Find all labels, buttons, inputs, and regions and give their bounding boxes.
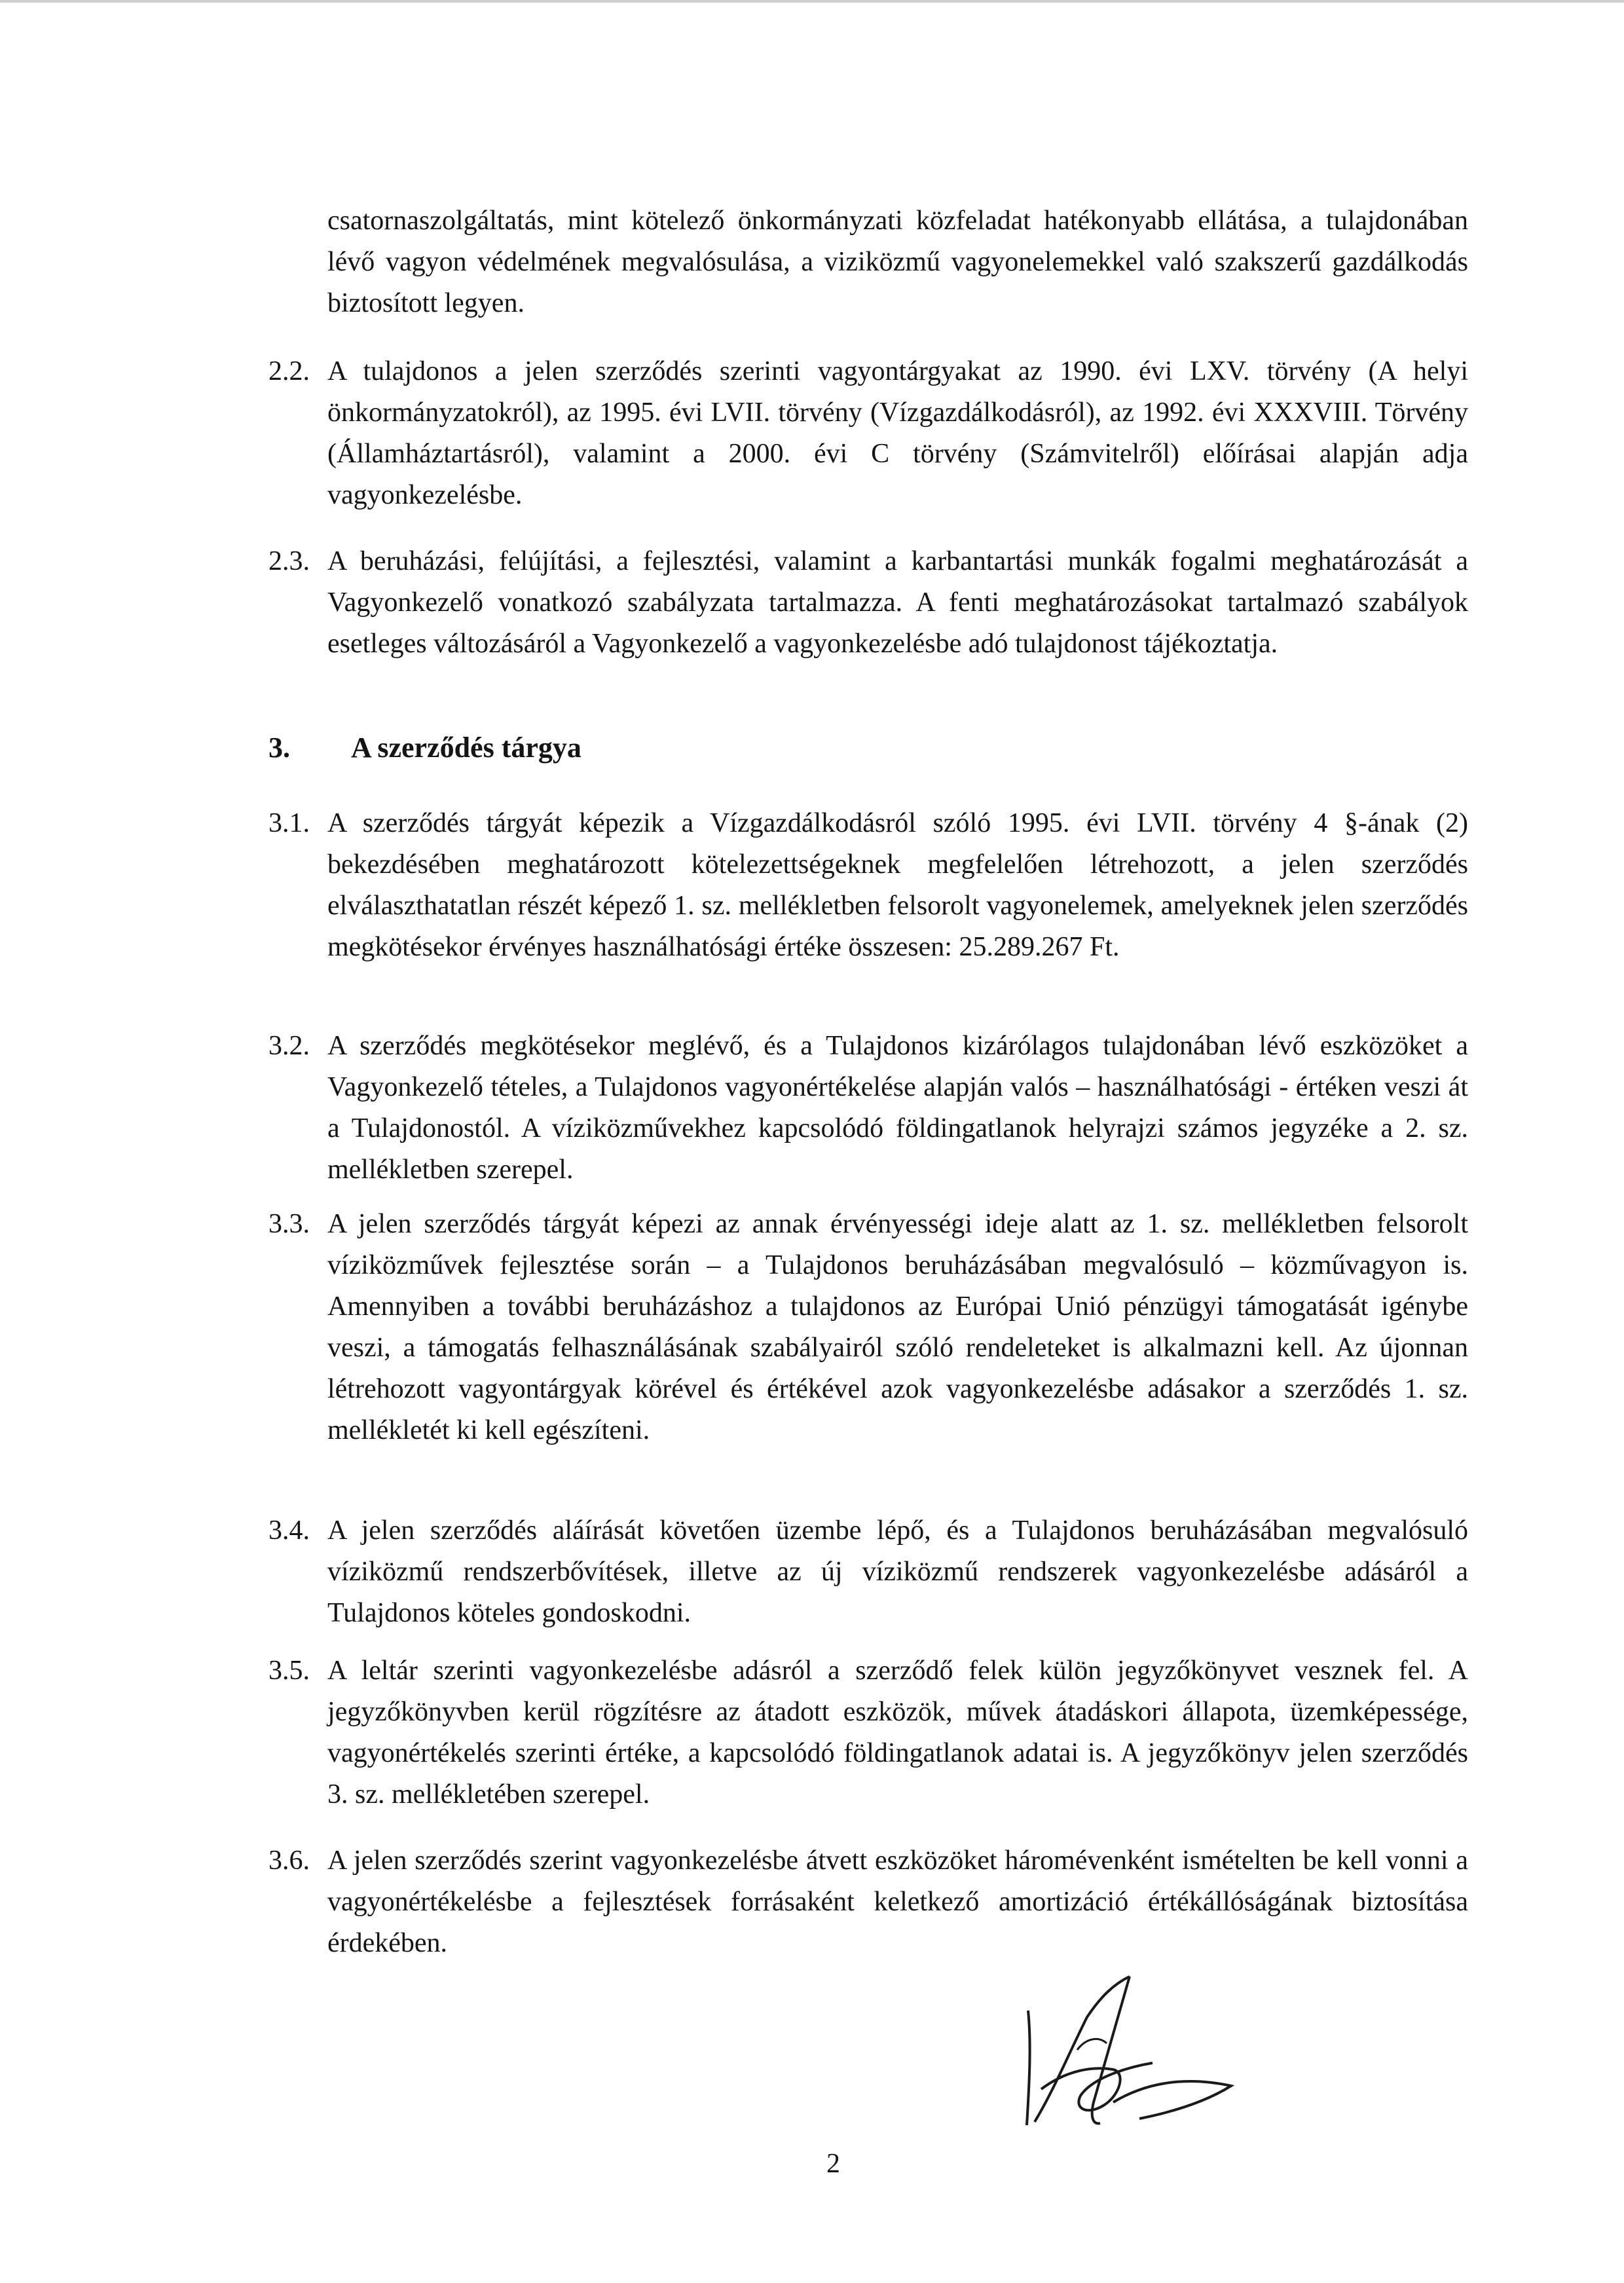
section-2-2 xyxy=(268,351,1468,516)
section-3-1 xyxy=(268,803,1468,968)
section-text: A leltár szerinti vagyonkezelésbe adásról a szerződő felek külön jegyzőkönyvet vesznek fel. A jegyzőkönyvben kerül rögzítésre az átadott eszközök, művek átadáskori állapota, üzemképessége, vagyonértékelés szerinti értéke, a kapcsolódó földingatlanok adatai is. A jegyzőkönyv jelen szerződés 3. sz. mellékletében szerepel. xyxy=(327,1656,1468,1810)
scan-edge-line xyxy=(0,0,1624,3)
section-number: 3.6. xyxy=(268,1846,310,1876)
section-3-2 xyxy=(268,1026,1468,1191)
section-text: A tulajdonos a jelen szerződés szerinti vagyontárgyakat az 1990. évi LXV. törvény (A helyi önkormányzatokról), az 1995. évi LVII. törvény (Vízgazdálkodásról), az 1992. évi XXXVIII. Törvény (Államháztartásról), valamint a 2000. évi C törvény (Számvitelről) előírásai alapján adja vagyonkezelésbe. xyxy=(327,356,1468,510)
section-text: A szerződés megkötésekor meglévő, és a Tulajdonos kizárólagos tulajdonában lévő eszközöket a Vagyonkezelő tételes, a Tulajdonos vagyonértékelése alapján valós – használhatósági - értéken veszi át a Tulajdonostól. A víziközművekhez kapcsolódó földingatlanok helyrajzi számos jegyzéke a 2. sz. mellékletben szerepel. xyxy=(327,1031,1468,1185)
section-3-5 xyxy=(268,1650,1468,1815)
section-3-4 xyxy=(268,1510,1468,1634)
section-heading xyxy=(268,727,581,768)
section-number: 3.4. xyxy=(268,1515,310,1546)
section-number: 2.3. xyxy=(268,546,310,576)
section-text: A beruházási, felújítási, a fejlesztési, valamint a karbantartási munkák fogalmi meghatározását a Vagyonkezelő vonatkozó szabályzata tartalmazza. A fenti meghatározásokat tartalmazó szabályok esetleges változásáról a Vagyonkezelő a vagyonkezelésbe adó tulajdonost tájékoztatja. xyxy=(327,546,1468,659)
intro-paragraph: csatornaszolgáltatás, mint kötelező önkormányzati közfeladat hatékonyabb ellátása, a tulajdonában lévő vagyon védelmének megvalósulása, a viziközmű vagyonelemekkel való szakszerű gazdálkodás biztosított legyen. xyxy=(327,206,1468,318)
heading-title: A szerződés tárgya xyxy=(351,732,581,764)
section-text: A jelen szerződés szerint vagyonkezelésbe átvett eszközöket háromévenként ismételten be kell vonni a vagyonértékelésbe a fejlesztések forrásaként keletkező amortizáció értékállóságának biztosítása érdekében. xyxy=(327,1846,1468,1958)
section-number: 3.3. xyxy=(268,1209,310,1239)
section-number: 2.2. xyxy=(268,356,310,386)
section-3-3 xyxy=(268,1204,1468,1451)
section-3-6 xyxy=(268,1840,1468,1964)
section-text: A jelen szerződés aláírását követően üzembe lépő, és a Tulajdonos beruházásában megvalósuló víziközmű rendszerbővítések, illetve az új víziközmű rendszerek vagyonkezelésbe adásáról a Tulajdonos köteles gondoskodni. xyxy=(327,1515,1468,1628)
page-number: 2 xyxy=(826,2149,840,2179)
section-text: A szerződés tárgyát képezik a Vízgazdálkodásról szóló 1995. évi LVII. törvény 4 §-ának (2) bekezdésében meghatározott kötelezettségeknek megfelelően létrehozott, a jelen szerződés elválaszthatatlan részét képező 1. sz. mellékletben felsorolt vagyonelemek, amelyeknek jelen szerződés megkötésekor érvényes használhatósági értéke összesen: 25.289.267 Ft. xyxy=(327,808,1468,962)
section-number: 3.5. xyxy=(268,1656,310,1686)
section-2-3 xyxy=(268,541,1468,665)
heading-number: 3. xyxy=(268,732,290,764)
section-text: A jelen szerződés tárgyát képezi az annak érvényességi ideje alatt az 1. sz. mellékletben felsorolt víziközművek fejlesztése során – a Tulajdonos beruházásában megvalósuló – közművagyon is. Amennyiben a további beruházáshoz a tulajdonos az Európai Unió pénzügyi támogatását igénybe veszi, a támogatás felhasználásának szabályairól szóló rendeleteket is alkalmazni kell. Az újonnan létrehozott vagyontárgyak körével és értékével azok vagyonkezelésbe adásakor a szerződés 1. sz. mellékletét ki kell egészíteni. xyxy=(327,1209,1468,1445)
handwritten-signature xyxy=(1015,1971,1251,2135)
section-number: 3.1. xyxy=(268,808,310,838)
section-number: 3.2. xyxy=(268,1031,310,1061)
